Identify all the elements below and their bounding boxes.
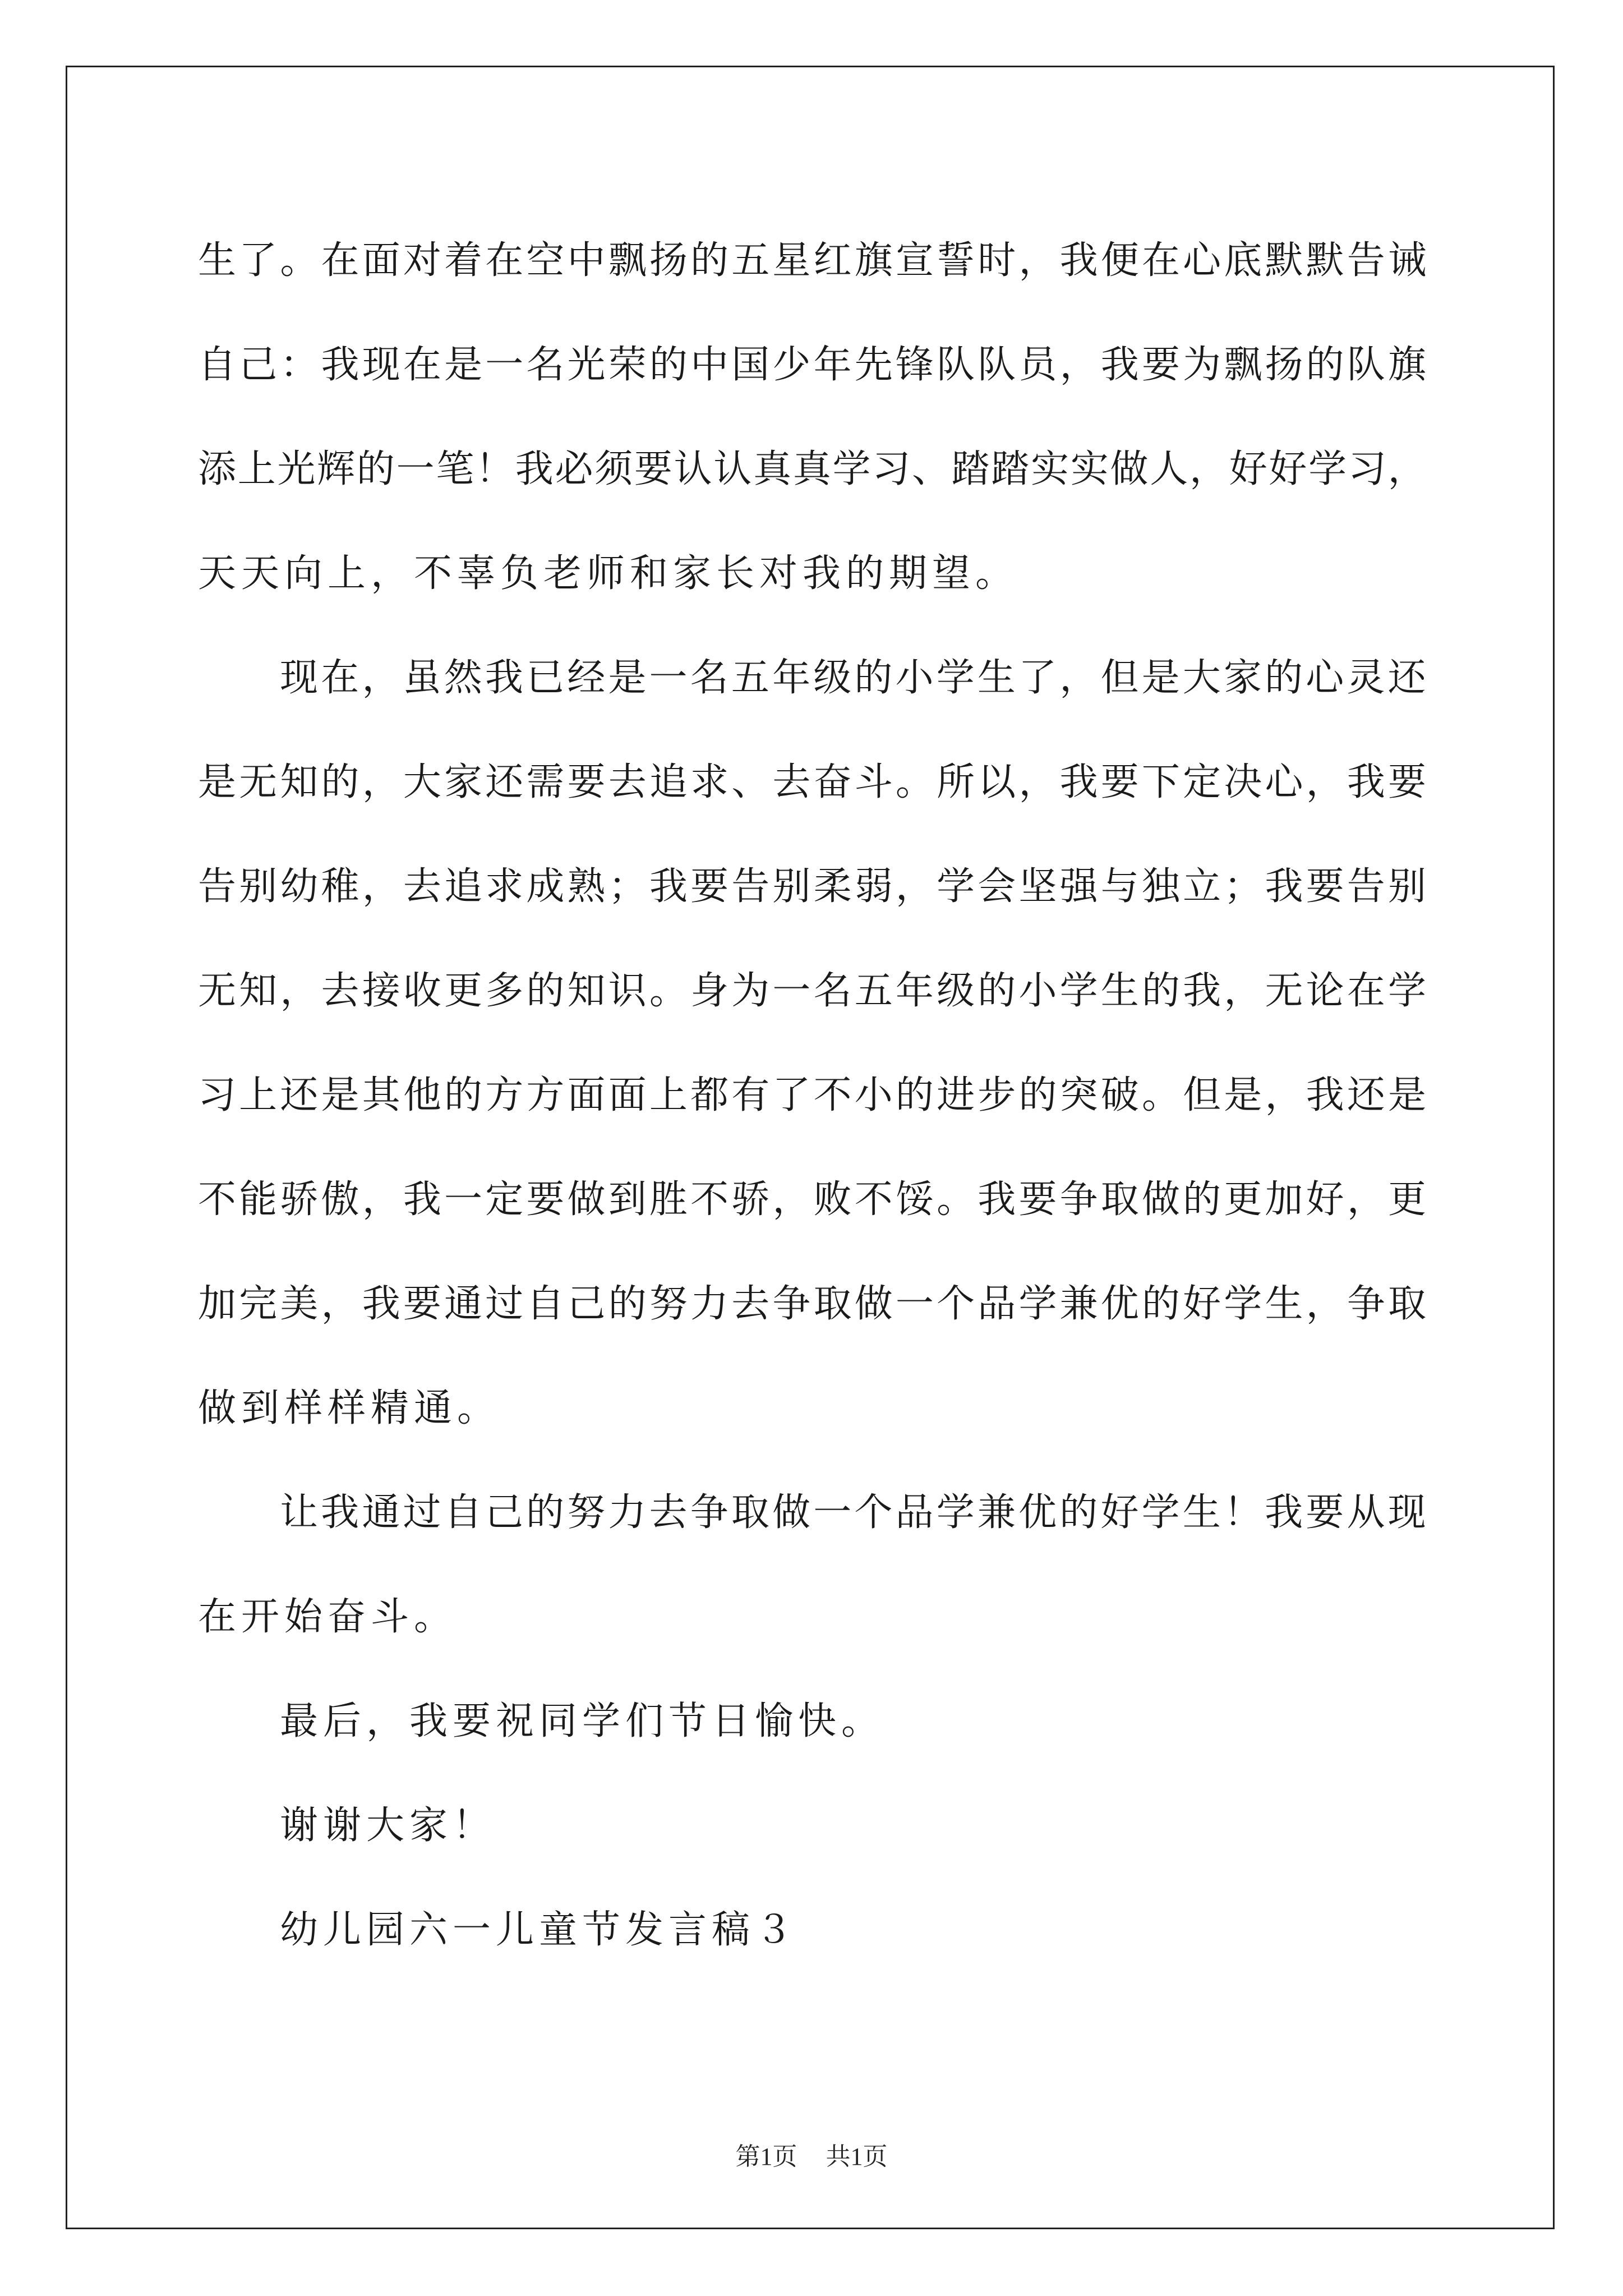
text-line: 现 在 ， 虽 然 我 已 经 是 一 名 五 年 级 的 小 学 生 了 ， 但 是 大 家 的 心 灵 还 — [280, 656, 1426, 700]
text-line: 天天向上，不辜负老师和家长对我的期望。 — [198, 551, 1019, 596]
text-line: 做到样样精通。 — [198, 1386, 501, 1430]
text-line: 添 上 光 辉 的 一 笔 ！ 我 必 须 要 认 认 真 真 学 习 、 踏 踏 实 实 做 人 ， 好 好 学 习 ， — [198, 447, 1426, 491]
text-line: 在开始奋斗。 — [198, 1595, 458, 1639]
text-line: 不 能 骄 傲 ， 我 一 定 要 做 到 胜 不 骄 ， 败 不 馁 。 我 要 争 取 做 的 更 加 好 ， 更 — [198, 1177, 1426, 1222]
document-body — [198, 209, 1426, 1982]
text-line: 是 无 知 的 ， 大 家 还 需 要 去 追 求 、 去 奋 斗 。 所 以 ， 我 要 下 定 决 心 ， 我 要 — [198, 760, 1426, 804]
text-line: 最后，我要祝同学们节日愉快。 — [280, 1699, 885, 1743]
section-title: 幼儿园六一儿童节发言稿３ — [280, 1908, 799, 1952]
text-line: 习 上 还 是 其 他 的 方 方 面 面 上 都 有 了 不 小 的 进 步 的 突 破 。 但 是 ， 我 还 是 — [198, 1073, 1426, 1117]
page-total: 共1页 — [826, 2143, 888, 2170]
page-number: 第1页 — [735, 2143, 797, 2170]
text-line: 谢谢大家！ — [280, 1803, 496, 1848]
text-line: 无 知 ， 去 接 收 更 多 的 知 识 。 身 为 一 名 五 年 级 的 小 学 生 的 我 ， 无 论 在 学 — [198, 969, 1426, 1013]
text-line: 告 别 幼 稚 ， 去 追 求 成 熟 ； 我 要 告 别 柔 弱 ， 学 会 坚 强 与 独 立 ； 我 要 告 别 — [198, 864, 1426, 909]
page-footer — [0, 2136, 1623, 2172]
text-line: 生 了 。 在 面 对 着 在 空 中 飘 扬 的 五 星 红 旗 宣 誓 时 ， 我 便 在 心 底 默 默 告 诫 — [198, 238, 1426, 283]
text-line: 自 己 ： 我 现 在 是 一 名 光 荣 的 中 国 少 年 先 锋 队 队 员 ， 我 要 为 飘 扬 的 队 旗 — [198, 343, 1426, 387]
text-line: 让 我 通 过 自 己 的 努 力 去 争 取 做 一 个 品 学 兼 优 的 好 学 生 ！ 我 要 从 现 — [280, 1490, 1426, 1535]
text-line: 加 完 美 ， 我 要 通 过 自 己 的 努 力 去 争 取 做 一 个 品 学 兼 优 的 好 学 生 ， 争 取 — [198, 1282, 1426, 1326]
